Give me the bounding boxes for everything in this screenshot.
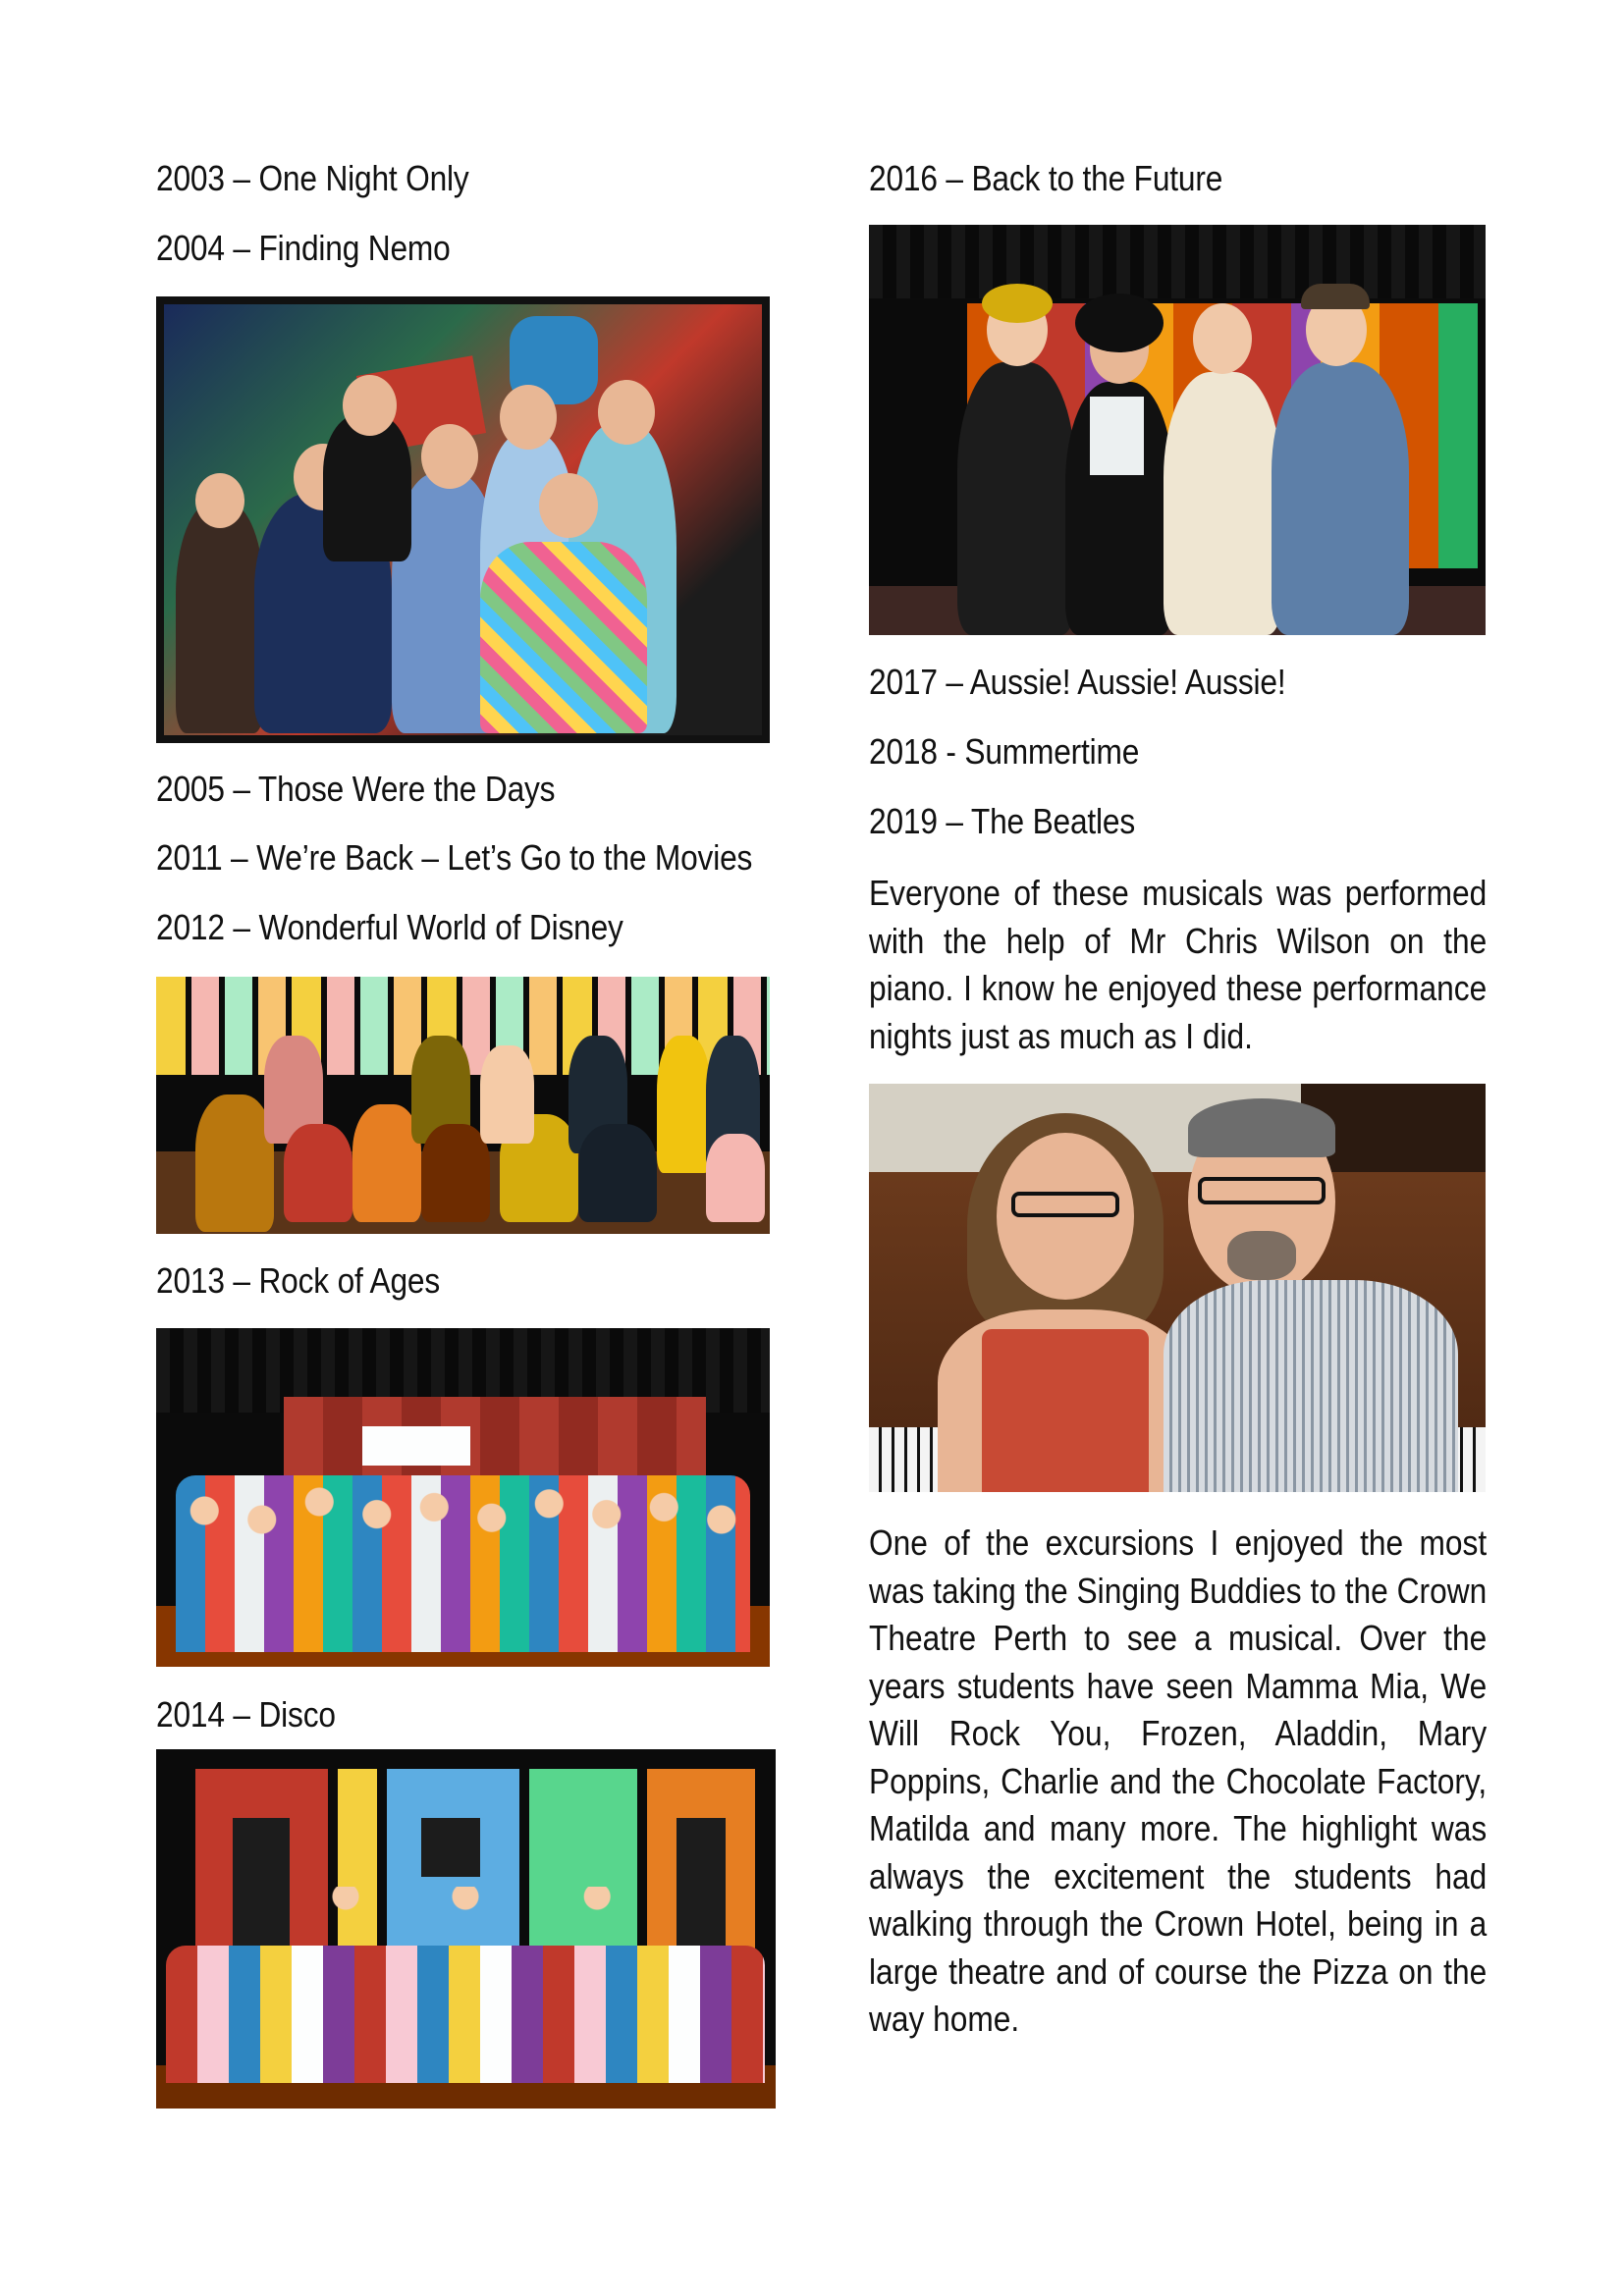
year-2012-title: 2012 – Wonderful World of Disney: [156, 907, 623, 947]
year-2014-title: 2014 – Disco: [156, 1694, 336, 1735]
year-2013-title: 2013 – Rock of Ages: [156, 1260, 441, 1301]
back-to-the-future-photo: [869, 225, 1486, 635]
year-2017-title: 2017 – Aussie! Aussie! Aussie!: [869, 662, 1286, 702]
year-2019-title: 2019 – The Beatles: [869, 801, 1136, 841]
year-2003-title: 2003 – One Night Only: [156, 158, 469, 198]
rock-of-ages-photo: [156, 1328, 770, 1667]
finding-nemo-photo: [156, 296, 770, 743]
piano-paragraph: Everyone of these musicals was performed with the help of Mr Chris Wilson on the piano. I know he enjoyed these performance nights just as much as I did.: [869, 873, 1488, 1056]
disney-photo: [156, 977, 770, 1234]
year-2011-title: 2011 – We’re Back – Let’s Go to the Movies: [156, 837, 753, 878]
disco-photo: [156, 1749, 776, 2109]
year-2018-title: 2018 - Summertime: [869, 731, 1140, 772]
teacher-and-pianist-photo: [869, 1084, 1486, 1492]
year-2016-title: 2016 – Back to the Future: [869, 158, 1223, 198]
excursion-paragraph: One of the excursions I enjoyed the most was taking the Singing Buddies to the Crown Theatre Perth to see a musical. Over the years students have seen Mamma Mia, We Will Rock You, Frozen, Aladdin, Mary Poppins, Charlie and the Chocolate Factory, Matilda and many more. The highlight was always the excitement the students had walking through the Crown Hotel, being in a large theatre and of course the Pizza on the way home.: [869, 1522, 1488, 2039]
year-2005-title: 2005 – Those Were the Days: [156, 769, 556, 809]
year-2004-title: 2004 – Finding Nemo: [156, 228, 451, 268]
